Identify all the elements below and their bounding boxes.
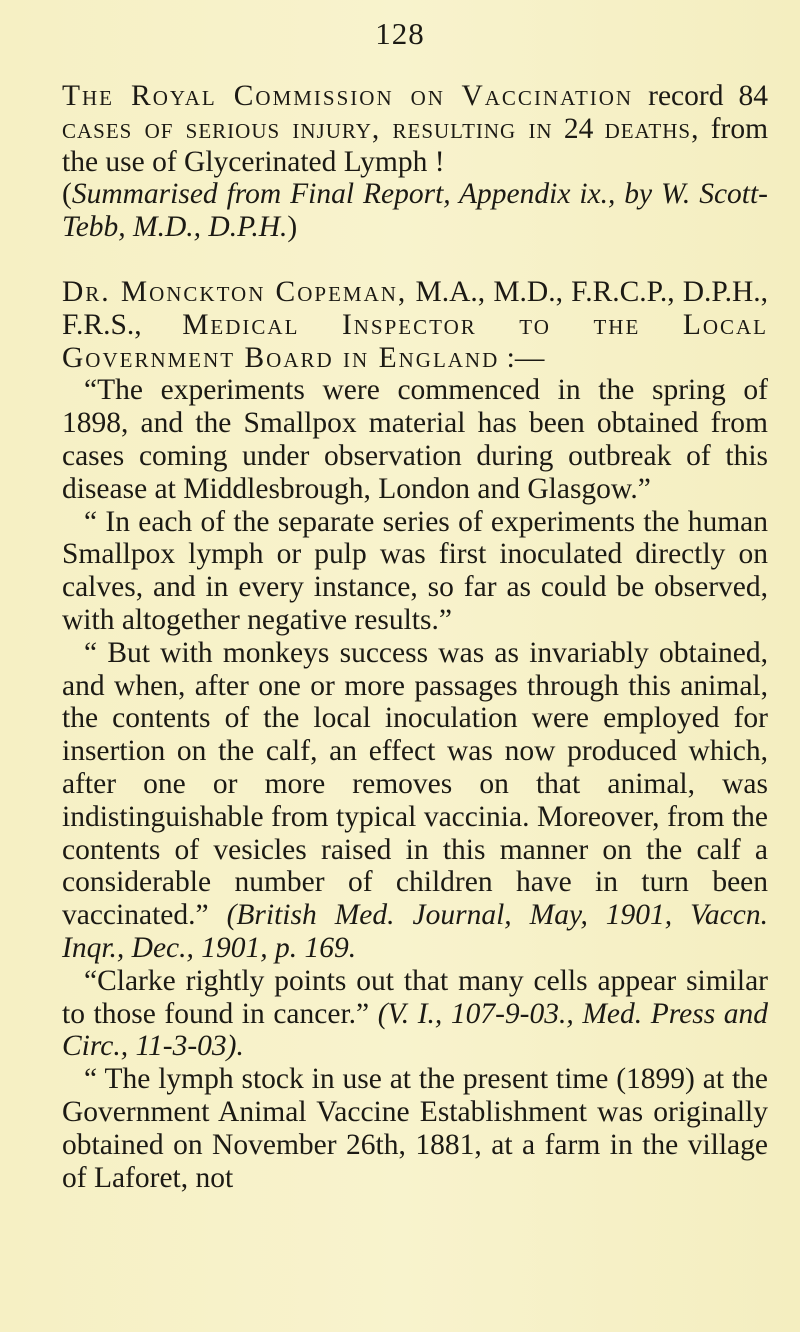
copeman-heading bbox=[62, 276, 768, 374]
deaths-count: 24 bbox=[563, 112, 594, 145]
quote-lymph-stock: “ The lymph stock in use at the present time (1899) at the Government Animal Vaccine Establishment was originally obtained on November 26th, 1881, at a farm in the village of Laforet, not bbox=[62, 1063, 768, 1194]
copeman-degrees: M.A., M.D., F.R.C.P., D.P.H., F.R.S., bbox=[62, 275, 768, 341]
quote-monkeys-text: “ But with monkeys success was as invariably obtained, and when, after one or more passages through this animal, the contents of the local inoculation were employed for insertion on the calf, an effect was now produced which, after one or more removes on that animal, was indistinguishable from typical vaccinia. Moreover, from the contents of vesicles raised in this manner on the calf a considerable number of children have in turn been vaccinated.” bbox=[62, 636, 768, 932]
quote-calves: “ In each of the separate series of experiments the human Smallpox lymph or pulp was first inoculated directly on calves, and in every instance, so far as could be observed, with altogether negative results.” bbox=[62, 505, 768, 636]
quote-clarke-citation: (V. I., 107-9-03., Med. Press and Circ., 11-3-03). bbox=[62, 997, 769, 1063]
quote-monkeys bbox=[62, 637, 768, 965]
commission-title: The Royal Commission on Vaccination bbox=[62, 80, 634, 112]
deaths-rest: from the use of Glycerinated Lymph ! bbox=[62, 112, 769, 178]
source-close: ) bbox=[287, 211, 298, 244]
source-open: ( bbox=[62, 178, 72, 211]
quote-clarke-text: “Clarke rightly points out that many cells appear similar to those found in cancer.” bbox=[62, 964, 768, 1030]
page-body bbox=[62, 80, 768, 1194]
page-number: 128 bbox=[375, 16, 425, 51]
intro-paragraph bbox=[62, 80, 768, 244]
copeman-position: Medical Inspector to the Local Government Board in England bbox=[62, 308, 769, 374]
deaths-label: deaths, bbox=[604, 112, 700, 145]
quote-monkeys-citation: (British Med. Journal, May, 1901, Vaccn. Inqr., Dec., 1901, p. 169. bbox=[62, 899, 768, 964]
copeman-intro-end: :— bbox=[506, 341, 545, 374]
source-citation: Summarised from Final Report, Appendix ix., by W. Scott-Tebb, M.D., D.P.H. bbox=[62, 178, 768, 244]
record-count: record 84 bbox=[648, 80, 768, 112]
quote-clarke bbox=[62, 965, 768, 1063]
copeman-name: Dr. Monckton Copeman, bbox=[62, 275, 408, 308]
cases-text: cases of serious injury, resulting in bbox=[62, 112, 553, 145]
quote-experiments: “The experiments were commenced in the spring of 1898, and the Smallpox material has been obtained from cases coming under observation during outbreak of this disease at Middlesbrough, London and Glasgow.” bbox=[62, 374, 768, 505]
